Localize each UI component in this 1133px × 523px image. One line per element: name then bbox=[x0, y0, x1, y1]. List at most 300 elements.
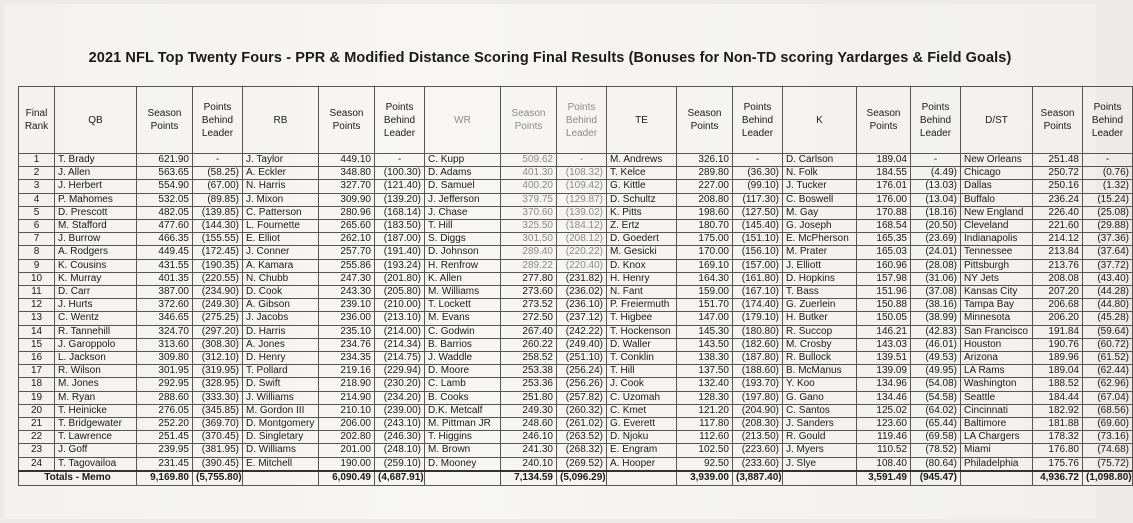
table-cell: 190.76 bbox=[1033, 338, 1083, 351]
table-cell: G. Everett bbox=[607, 418, 677, 431]
table-cell: (46.01) bbox=[911, 338, 961, 351]
table-cell: 176.00 bbox=[857, 193, 911, 206]
table-cell: 147.00 bbox=[677, 312, 733, 325]
table-cell: A. Rodgers bbox=[55, 246, 137, 259]
table-cell: 234.76 bbox=[319, 338, 375, 351]
table-cell: M. Stafford bbox=[55, 220, 137, 233]
table-cell: (263.52) bbox=[557, 431, 607, 444]
table-cell: (15.24) bbox=[1083, 193, 1133, 206]
table-cell: (210.00) bbox=[375, 299, 425, 312]
table-cell: A. Jones bbox=[243, 338, 319, 351]
table-cell: 139.09 bbox=[857, 365, 911, 378]
table-cell: M. Andrews bbox=[607, 154, 677, 167]
table-cell: (236.02) bbox=[557, 286, 607, 299]
table-cell: (269.52) bbox=[557, 457, 607, 471]
table-cell: M. Crosby bbox=[783, 338, 857, 351]
table-cell: P. Freiermuth bbox=[607, 299, 677, 312]
table-cell: (144.30) bbox=[193, 220, 243, 233]
table-cell: 257.70 bbox=[319, 246, 375, 259]
table-cell: 134.96 bbox=[857, 378, 911, 391]
column-header: TE bbox=[607, 87, 677, 154]
table-cell: 379.75 bbox=[501, 193, 557, 206]
table-row bbox=[19, 246, 1133, 259]
table-cell: (25.08) bbox=[1083, 206, 1133, 219]
table-cell: (20.50) bbox=[911, 220, 961, 233]
table-cell: (139.02) bbox=[557, 206, 607, 219]
totals-cell: (5,096.29) bbox=[557, 471, 607, 486]
table-cell: D. Hopkins bbox=[783, 272, 857, 285]
table-cell: Cleveland bbox=[961, 220, 1033, 233]
table-cell: T. Tagovailoa bbox=[55, 457, 137, 471]
table-cell: 191.84 bbox=[1033, 325, 1083, 338]
table-cell: (370.45) bbox=[193, 431, 243, 444]
table-cell: T. Higbee bbox=[607, 312, 677, 325]
table-cell: D. Njoku bbox=[607, 431, 677, 444]
table-cell: 15 bbox=[19, 338, 55, 351]
table-cell: (44.80) bbox=[1083, 299, 1133, 312]
table-cell: 6 bbox=[19, 220, 55, 233]
table-cell: (43.40) bbox=[1083, 272, 1133, 285]
table-cell: Miami bbox=[961, 444, 1033, 457]
table-cell: 249.30 bbox=[501, 404, 557, 417]
table-cell: T. Heinicke bbox=[55, 404, 137, 417]
table-cell: (36.30) bbox=[733, 167, 783, 180]
table-cell: 214.90 bbox=[319, 391, 375, 404]
column-header: Season Points bbox=[1033, 87, 1083, 154]
totals-cell: 3,939.00 bbox=[677, 471, 733, 486]
table-cell: 184.44 bbox=[1033, 391, 1083, 404]
table-cell: D. Adams bbox=[425, 167, 501, 180]
table-row bbox=[19, 365, 1133, 378]
table-cell: (1.32) bbox=[1083, 180, 1133, 193]
table-cell: New England bbox=[961, 206, 1033, 219]
table-cell: 231.45 bbox=[137, 457, 193, 471]
table-cell: E. Mitchell bbox=[243, 457, 319, 471]
table-cell: 206.68 bbox=[1033, 299, 1083, 312]
column-header: Points Behind Leader bbox=[193, 87, 243, 154]
table-row bbox=[19, 457, 1133, 471]
table-cell: J. Hurts bbox=[55, 299, 137, 312]
table-cell: T. Bass bbox=[783, 286, 857, 299]
table-cell: (62.96) bbox=[1083, 378, 1133, 391]
table-cell: (109.42) bbox=[557, 180, 607, 193]
table-cell: M. Gay bbox=[783, 206, 857, 219]
table-cell: 250.72 bbox=[1033, 167, 1083, 180]
table-cell: R. Wilson bbox=[55, 365, 137, 378]
table-cell: (249.30) bbox=[193, 299, 243, 312]
table-cell: 250.16 bbox=[1033, 180, 1083, 193]
table-cell: 202.80 bbox=[319, 431, 375, 444]
table-cell: 218.90 bbox=[319, 378, 375, 391]
table-cell: (184.12) bbox=[557, 220, 607, 233]
column-header: WR bbox=[425, 87, 501, 154]
table-cell: (197.80) bbox=[733, 391, 783, 404]
table-cell: (155.55) bbox=[193, 233, 243, 246]
table-cell: J. Cook bbox=[607, 378, 677, 391]
table-cell: (168.14) bbox=[375, 206, 425, 219]
column-header: RB bbox=[243, 87, 319, 154]
table-cell: 132.40 bbox=[677, 378, 733, 391]
table-cell: 7 bbox=[19, 233, 55, 246]
table-cell: (204.90) bbox=[733, 404, 783, 417]
table-cell: J. Chase bbox=[425, 206, 501, 219]
table-cell: (28.08) bbox=[911, 259, 961, 272]
table-cell: (208.30) bbox=[733, 418, 783, 431]
table-cell: 236.24 bbox=[1033, 193, 1083, 206]
table-cell: H. Butker bbox=[783, 312, 857, 325]
table-cell: 5 bbox=[19, 206, 55, 219]
table-cell: Cincinnati bbox=[961, 404, 1033, 417]
table-cell: (183.50) bbox=[375, 220, 425, 233]
table-cell: M. Gesicki bbox=[607, 246, 677, 259]
table-row bbox=[19, 325, 1133, 338]
table-cell: J. Elliott bbox=[783, 259, 857, 272]
table-cell: (13.04) bbox=[911, 193, 961, 206]
table-cell: 251.45 bbox=[137, 431, 193, 444]
table-cell: (256.24) bbox=[557, 365, 607, 378]
table-cell: D. Mooney bbox=[425, 457, 501, 471]
table-cell: Kansas City bbox=[961, 286, 1033, 299]
table-cell: 13 bbox=[19, 312, 55, 325]
table-cell: (38.16) bbox=[911, 299, 961, 312]
table-cell: J. Burrow bbox=[55, 233, 137, 246]
table-cell: 236.00 bbox=[319, 312, 375, 325]
table-cell: (193.70) bbox=[733, 378, 783, 391]
totals-cell: (5,755.80) bbox=[193, 471, 243, 486]
table-cell: (117.30) bbox=[733, 193, 783, 206]
table-cell: (231.82) bbox=[557, 272, 607, 285]
table-cell: (180.80) bbox=[733, 325, 783, 338]
table-cell: 165.03 bbox=[857, 246, 911, 259]
table-cell: (193.24) bbox=[375, 259, 425, 272]
table-cell: New Orleans bbox=[961, 154, 1033, 167]
table-cell: 146.21 bbox=[857, 325, 911, 338]
table-cell: 160.96 bbox=[857, 259, 911, 272]
table-row bbox=[19, 391, 1133, 404]
table-cell: 265.60 bbox=[319, 220, 375, 233]
table-cell: M. Pittman JR bbox=[425, 418, 501, 431]
table-cell: D. Swift bbox=[243, 378, 319, 391]
table-cell: T. Higgins bbox=[425, 431, 501, 444]
table-row bbox=[19, 206, 1133, 219]
totals-cell: 9,169.80 bbox=[137, 471, 193, 486]
table-cell: 2 bbox=[19, 167, 55, 180]
table-cell: M. Evans bbox=[425, 312, 501, 325]
table-row bbox=[19, 312, 1133, 325]
table-cell: (187.00) bbox=[375, 233, 425, 246]
table-cell: D. Prescott bbox=[55, 206, 137, 219]
table-cell: (13.03) bbox=[911, 180, 961, 193]
table-cell: (190.35) bbox=[193, 259, 243, 272]
table-cell: 309.80 bbox=[137, 352, 193, 365]
table-cell: 449.45 bbox=[137, 246, 193, 259]
table-cell: 108.40 bbox=[857, 457, 911, 471]
table-cell: 19 bbox=[19, 391, 55, 404]
table-cell: (67.00) bbox=[193, 180, 243, 193]
table-cell: (213.50) bbox=[733, 431, 783, 444]
table-row bbox=[19, 352, 1133, 365]
table-cell: 128.30 bbox=[677, 391, 733, 404]
table-cell: (172.45) bbox=[193, 246, 243, 259]
table-cell: D. Schultz bbox=[607, 193, 677, 206]
table-cell: 289.22 bbox=[501, 259, 557, 272]
table-cell: (0.76) bbox=[1083, 167, 1133, 180]
table-cell: (188.60) bbox=[733, 365, 783, 378]
totals-cell: 7,134.59 bbox=[501, 471, 557, 486]
table-cell: (248.10) bbox=[375, 444, 425, 457]
table-cell: 189.04 bbox=[1033, 365, 1083, 378]
table-cell: A. Eckler bbox=[243, 167, 319, 180]
table-cell: (256.26) bbox=[557, 378, 607, 391]
table-cell: NY Jets bbox=[961, 272, 1033, 285]
table-row bbox=[19, 338, 1133, 351]
table-cell: 213.76 bbox=[1033, 259, 1083, 272]
table-cell: 164.30 bbox=[677, 272, 733, 285]
table-cell: Tampa Bay bbox=[961, 299, 1033, 312]
table-cell: S. Diggs bbox=[425, 233, 501, 246]
totals-cell: (945.47) bbox=[911, 471, 961, 486]
table-cell: (139.20) bbox=[375, 193, 425, 206]
table-cell: N. Folk bbox=[783, 167, 857, 180]
column-header: Final Rank bbox=[19, 87, 55, 154]
column-header: Points Behind Leader bbox=[375, 87, 425, 154]
table-cell: 170.88 bbox=[857, 206, 911, 219]
table-cell: (61.52) bbox=[1083, 352, 1133, 365]
table-cell: (24.01) bbox=[911, 246, 961, 259]
table-cell: 151.96 bbox=[857, 286, 911, 299]
table-cell: 137.50 bbox=[677, 365, 733, 378]
table-cell: G. Gano bbox=[783, 391, 857, 404]
table-cell: 239.10 bbox=[319, 299, 375, 312]
table-row bbox=[19, 259, 1133, 272]
table-cell: (161.80) bbox=[733, 272, 783, 285]
table-row bbox=[19, 154, 1133, 167]
table-cell: D. Singletary bbox=[243, 431, 319, 444]
table-cell: (60.72) bbox=[1083, 338, 1133, 351]
table-cell: T. Kelce bbox=[607, 167, 677, 180]
table-cell: (37.72) bbox=[1083, 259, 1133, 272]
table-cell: (167.10) bbox=[733, 286, 783, 299]
table-cell: (78.52) bbox=[911, 444, 961, 457]
header-row bbox=[19, 87, 1133, 154]
table-cell: (230.20) bbox=[375, 378, 425, 391]
table-cell: C. Patterson bbox=[243, 206, 319, 219]
table-cell: (246.30) bbox=[375, 431, 425, 444]
table-cell: (37.36) bbox=[1083, 233, 1133, 246]
table-cell: Tennessee bbox=[961, 246, 1033, 259]
table-cell: Indianapolis bbox=[961, 233, 1033, 246]
table-cell: 246.10 bbox=[501, 431, 557, 444]
table-cell: Y. Koo bbox=[783, 378, 857, 391]
table-cell: (89.85) bbox=[193, 193, 243, 206]
table-row bbox=[19, 180, 1133, 193]
table-cell: (243.10) bbox=[375, 418, 425, 431]
table-cell: Baltimore bbox=[961, 418, 1033, 431]
table-cell: (73.16) bbox=[1083, 431, 1133, 444]
table-cell: (312.10) bbox=[193, 352, 243, 365]
table-row bbox=[19, 220, 1133, 233]
table-cell: Dallas bbox=[961, 180, 1033, 193]
totals-cell bbox=[243, 471, 319, 486]
table-cell: 240.10 bbox=[501, 457, 557, 471]
table-cell: (139.85) bbox=[193, 206, 243, 219]
table-cell: J. Mixon bbox=[243, 193, 319, 206]
table-cell: T. Hill bbox=[607, 365, 677, 378]
table-cell: (308.30) bbox=[193, 338, 243, 351]
table-cell: 151.70 bbox=[677, 299, 733, 312]
table-cell: R. Succop bbox=[783, 325, 857, 338]
table-cell: (74.68) bbox=[1083, 444, 1133, 457]
table-cell: (234.20) bbox=[375, 391, 425, 404]
table-cell: M. Prater bbox=[783, 246, 857, 259]
table-cell: (4.49) bbox=[911, 167, 961, 180]
table-cell: Chicago bbox=[961, 167, 1033, 180]
table-cell: 178.32 bbox=[1033, 431, 1083, 444]
table-cell: 226.40 bbox=[1033, 206, 1083, 219]
table-cell: 554.90 bbox=[137, 180, 193, 193]
table-cell: (214.00) bbox=[375, 325, 425, 338]
table-cell: 482.05 bbox=[137, 206, 193, 219]
table-cell: C. Boswell bbox=[783, 193, 857, 206]
table-cell: 449.10 bbox=[319, 154, 375, 167]
column-header: Season Points bbox=[677, 87, 733, 154]
table-cell: M. Gordon III bbox=[243, 404, 319, 417]
totals-row bbox=[19, 471, 1133, 486]
table-cell: (239.00) bbox=[375, 404, 425, 417]
table-cell: J. Herbert bbox=[55, 180, 137, 193]
table-cell: (145.40) bbox=[733, 220, 783, 233]
table-cell: K. Cousins bbox=[55, 259, 137, 272]
table-cell: 16 bbox=[19, 352, 55, 365]
table-cell: (220.22) bbox=[557, 246, 607, 259]
table-row bbox=[19, 233, 1133, 246]
table-cell: D. Knox bbox=[607, 259, 677, 272]
table-cell: 170.00 bbox=[677, 246, 733, 259]
table-row bbox=[19, 299, 1133, 312]
table-cell: Seattle bbox=[961, 391, 1033, 404]
table-cell: (65.44) bbox=[911, 418, 961, 431]
table-cell: (44.28) bbox=[1083, 286, 1133, 299]
table-cell: A. Gibson bbox=[243, 299, 319, 312]
table-cell: (381.95) bbox=[193, 444, 243, 457]
table-cell: J. Waddle bbox=[425, 352, 501, 365]
table-cell: 327.70 bbox=[319, 180, 375, 193]
table-cell: 241.30 bbox=[501, 444, 557, 457]
table-cell: (179.10) bbox=[733, 312, 783, 325]
table-cell: 208.08 bbox=[1033, 272, 1083, 285]
table-cell: C. Lamb bbox=[425, 378, 501, 391]
table-cell: T. Conklin bbox=[607, 352, 677, 365]
table-cell: 221.60 bbox=[1033, 220, 1083, 233]
table-cell: - bbox=[911, 154, 961, 167]
table-cell: 262.10 bbox=[319, 233, 375, 246]
table-cell: 18 bbox=[19, 378, 55, 391]
table-cell: C. Uzomah bbox=[607, 391, 677, 404]
table-cell: 477.60 bbox=[137, 220, 193, 233]
table-cell: (345.85) bbox=[193, 404, 243, 417]
table-cell: 326.10 bbox=[677, 154, 733, 167]
table-cell: P. Mahomes bbox=[55, 193, 137, 206]
table-cell: 325.50 bbox=[501, 220, 557, 233]
table-cell: G. Joseph bbox=[783, 220, 857, 233]
table-cell: T. Bridgewater bbox=[55, 418, 137, 431]
table-cell: (29.88) bbox=[1083, 220, 1133, 233]
table-cell: (174.40) bbox=[733, 299, 783, 312]
column-header: K bbox=[783, 87, 857, 154]
table-cell: 280.96 bbox=[319, 206, 375, 219]
table-cell: Arizona bbox=[961, 352, 1033, 365]
table-cell: 201.00 bbox=[319, 444, 375, 457]
table-cell: 198.60 bbox=[677, 206, 733, 219]
table-cell: N. Chubb bbox=[243, 272, 319, 285]
table-cell: (121.40) bbox=[375, 180, 425, 193]
table-cell: K. Allen bbox=[425, 272, 501, 285]
table-cell: (275.25) bbox=[193, 312, 243, 325]
table-cell: E. Elliot bbox=[243, 233, 319, 246]
table-cell: Minnesota bbox=[961, 312, 1033, 325]
totals-cell bbox=[961, 471, 1033, 486]
table-cell: 289.80 bbox=[677, 167, 733, 180]
table-cell: M. Ryan bbox=[55, 391, 137, 404]
table-cell: R. Tannehill bbox=[55, 325, 137, 338]
table-row bbox=[19, 167, 1133, 180]
table-cell: LA Rams bbox=[961, 365, 1033, 378]
table-cell: 139.51 bbox=[857, 352, 911, 365]
table-cell: - bbox=[193, 154, 243, 167]
table-cell: 348.80 bbox=[319, 167, 375, 180]
table-cell: (182.60) bbox=[733, 338, 783, 351]
table-cell: (237.12) bbox=[557, 312, 607, 325]
table-cell: A. Kamara bbox=[243, 259, 319, 272]
table-cell: M. Brown bbox=[425, 444, 501, 457]
table-cell: 621.90 bbox=[137, 154, 193, 167]
table-cell: (69.60) bbox=[1083, 418, 1133, 431]
table-cell: 189.04 bbox=[857, 154, 911, 167]
table-cell: 190.00 bbox=[319, 457, 375, 471]
totals-cell: 6,090.49 bbox=[319, 471, 375, 486]
table-cell: 273.52 bbox=[501, 299, 557, 312]
table-cell: (108.32) bbox=[557, 167, 607, 180]
table-cell: (201.80) bbox=[375, 272, 425, 285]
table-cell: Pittsburgh bbox=[961, 259, 1033, 272]
table-cell: (75.72) bbox=[1083, 457, 1133, 471]
table-cell: 112.60 bbox=[677, 431, 733, 444]
table-cell: 182.92 bbox=[1033, 404, 1083, 417]
table-cell: J. Conner bbox=[243, 246, 319, 259]
table-cell: D. Harris bbox=[243, 325, 319, 338]
table-cell: 8 bbox=[19, 246, 55, 259]
table-cell: 272.50 bbox=[501, 312, 557, 325]
table-cell: G. Zuerlein bbox=[783, 299, 857, 312]
table-cell: 119.46 bbox=[857, 431, 911, 444]
table-cell: 253.38 bbox=[501, 365, 557, 378]
table-cell: 387.00 bbox=[137, 286, 193, 299]
table-cell: 243.30 bbox=[319, 286, 375, 299]
table-cell: L. Fournette bbox=[243, 220, 319, 233]
table-row bbox=[19, 378, 1133, 391]
table-cell: H. Henry bbox=[607, 272, 677, 285]
table-cell: 431.55 bbox=[137, 259, 193, 272]
totals-cell bbox=[607, 471, 677, 486]
column-header: Points Behind Leader bbox=[733, 87, 783, 154]
table-cell: 165.35 bbox=[857, 233, 911, 246]
table-cell: 145.30 bbox=[677, 325, 733, 338]
table-cell: 123.60 bbox=[857, 418, 911, 431]
table-cell: 3 bbox=[19, 180, 55, 193]
table-cell: (268.32) bbox=[557, 444, 607, 457]
table-cell: T. Lockett bbox=[425, 299, 501, 312]
column-header: Season Points bbox=[319, 87, 375, 154]
